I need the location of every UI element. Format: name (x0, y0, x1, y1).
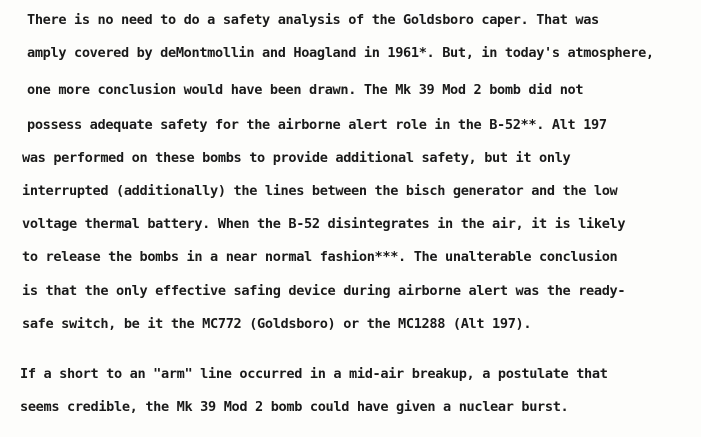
text-line: is that the only effective safing device during airborne alert was the ready- (22, 283, 626, 299)
text-line: possess adequate safety for the airborne alert role in the B-52**. Alt 197 (27, 117, 607, 133)
text-line: There is no need to do a safety analysis of the Goldsboro caper. That was (27, 12, 599, 28)
text-line: voltage thermal battery. When the B-52 disintegrates in the air, it is likely (22, 216, 626, 232)
text-line: If a short to an "arm" line occurred in a mid-air breakup, a postulate that (20, 366, 608, 382)
text-line: safe switch, be it the MC772 (Goldsboro) or the MC1288 (Alt 197). (22, 316, 532, 332)
text-line: interrupted (additionally) the lines between the bisch generator and the low (22, 183, 618, 199)
text-line: one more conclusion would have been drawn. The Mk 39 Mod 2 bomb did not (27, 82, 584, 98)
text-line: was performed on these bombs to provide additional safety, but it only (22, 150, 571, 166)
text-line: seems credible, the Mk 39 Mod 2 bomb could have given a nuclear burst. (20, 399, 569, 415)
text-line: to release the bombs in a near normal fashion***. The unalterable conclusion (22, 249, 618, 265)
text-line: amply covered by deMontmollin and Hoagland in 1961*. But, in today's atmosphere, (27, 45, 654, 61)
